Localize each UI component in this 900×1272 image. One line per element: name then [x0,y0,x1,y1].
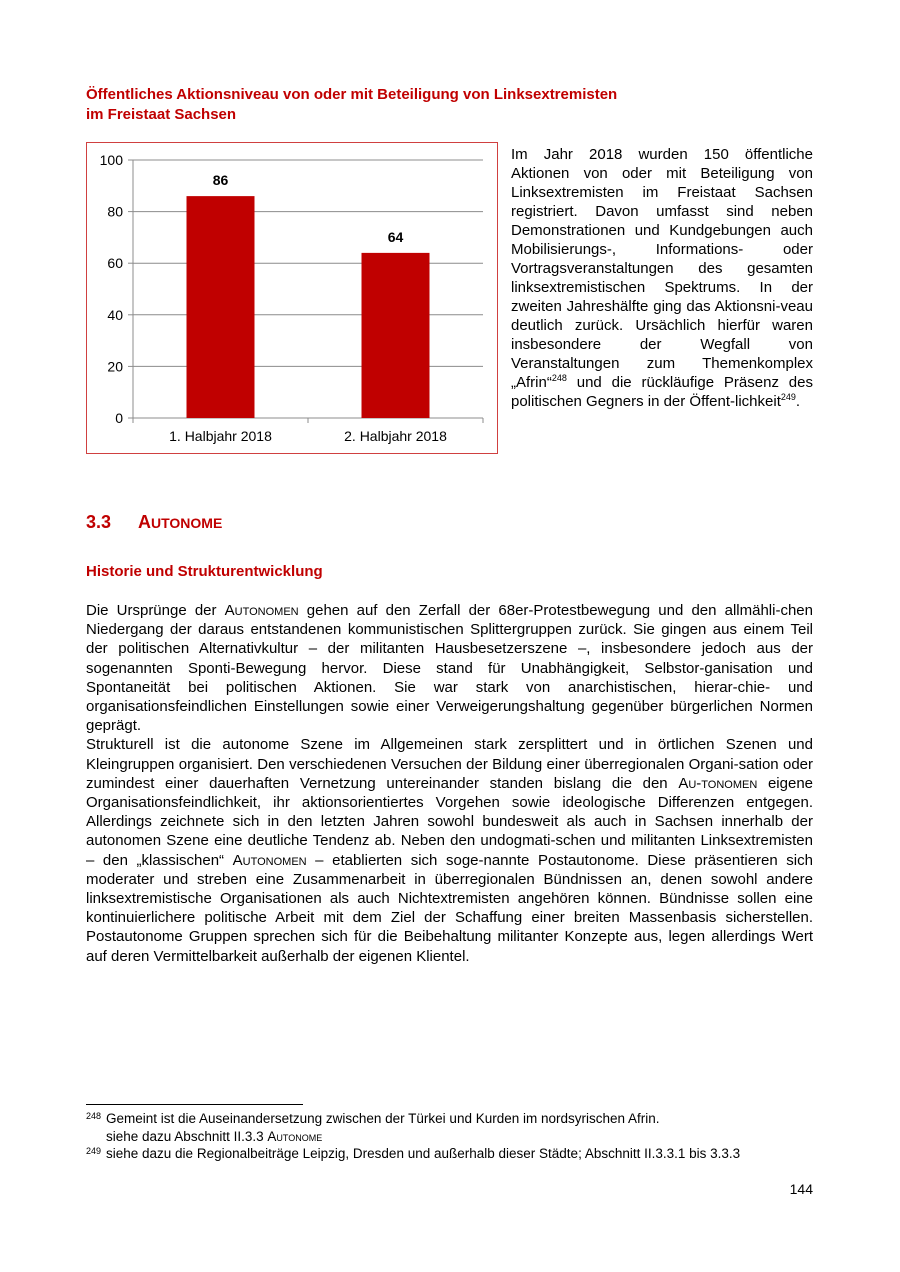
y-tick-label: 100 [99,152,123,168]
body-text [86,601,813,966]
bar-value-label: 86 [212,172,229,189]
section-title-initial: A [138,512,151,532]
footnote-divider [86,1104,303,1105]
bar-chart-svg [87,143,499,455]
y-tick-label: 0 [115,410,123,426]
chart-title-line-1: Öffentliches Aktionsniveau von oder mit Beteiligung von Linksextremisten [86,86,618,103]
paragraph-2 [86,735,813,965]
bar-chart [86,142,498,454]
x-category-label: 2. Halbjahr 2018 [344,428,447,444]
autonome-term: Autonome [267,1128,323,1144]
footnote-mark: 249 [86,1146,102,1156]
paragraph-1 [86,601,813,735]
chart-description-text-2: und die rückläufige Präsenz des politischen Gegners in der Öffent-lichkeit [511,374,813,410]
footnote-text: Gemeint ist die Auseinandersetzung zwischen der Türkei und Kurden im nordsyrischen Afrin. [106,1111,660,1126]
paragraph-2-text-3: – etablierten sich soge-nannte Postautonome. Diese präsentieren sich moderater und streben eine Zusammenarbeit in überregionalen Bündnissen an, denen sowohl andere linksextremistische Organisationen als auch Nichtextremisten angehören können. Bündnisse sollen eine kontinuierlichere politische Arbeit mit dem Ziel der Schaffung einer breiten Massenbasis sicherstellen. Postautonome Gruppen sprechen sich für die Beibehaltung militanter Konzepte aus, legen allerdings Wert auf deren Vermittelbarkeit außerhalb der eigenen Klientel. [86,851,813,965]
paragraph-1-text-2: gehen auf den Zerfall der 68er-Protestbewegung und den allmähli-chen Niedergang der daraus entstandenen kommunistischen Splittergruppen zurück. Sie gingen aus einem Teil der politischen Alternativkultur – der militanten Hausbesetzerszene –, insbesondere jedoch aus der sogenannten Sponti-Bewegung hervor. Diese stand für Unabhängigkeit, Selbstor-ganisation und Spontaneität bei politischen Aktionen. Sie war stark von anarchistischen, hierar-chie- und organisationsfeindlichen Einstellungen sowie einer Verweigerungshaltung gegenüber bürgerlichen Normen geprägt. [86,602,813,735]
paragraph-2-text-2: eigene Organisationsfeindlichkeit, ihr aktionsorientiertes Vorgehen sowie ideologische Differenzen entgegen. Allerdings zeichnete sich in den letzten Jahren sowohl bundesweit als auch in Sachsen innerhalb der autonomen Szene eine deutliche Tendenz ab. Neben den undogmati-schen und militanten Linksextremisten – den „klassischen“ [86,774,814,869]
footnotes [86,1110,813,1163]
autonomen-term: Autonomen [224,602,299,619]
x-category-label: 1. Halbjahr 2018 [169,428,272,444]
footnote-text-part: siehe dazu Abschnitt II.3.3 [106,1128,268,1144]
footnote-ref-249[interactable]: 249 [780,392,796,402]
chart-description-end: . [795,393,801,410]
y-tick-label: 20 [107,358,123,375]
bar [362,253,430,418]
subheading: Historie und Strukturentwicklung [86,563,323,580]
chart-description [511,145,813,411]
section-number: 3.3 [86,512,112,532]
section-heading [86,512,222,533]
footnote-mark: 248 [86,1111,102,1121]
page-number: 144 [789,1181,813,1197]
y-tick-label: 40 [107,306,123,323]
footnote-ref-248[interactable]: 248 [551,373,567,383]
bar-value-label: 64 [387,228,404,245]
bar [187,196,255,418]
footnote-text [106,1128,660,1146]
chart-description-text: Im Jahr 2018 wurden 150 öffentliche Aktionen von oder mit Beteiligung von Linksextremisten im Freistaat Sachsen registriert. Davon umfasst sind neben Demonstrationen und Kundgebungen auch Mobilisierungs-, Informations- oder Vortragsveranstaltungen des gesamten linksextremistischen Spektrums. In der zweiten Jahreshälfte ging das Aktionsni-veau deutlich zurück. Ursächlich hierfür waren insbesondere der Wegfall von Veranstaltungen zum Themenkomplex „Afrin“ [511,146,813,391]
footnote-249 [86,1145,813,1163]
chart-title [86,85,726,125]
paragraph-1-text: Die Ursprünge der [86,602,225,619]
y-tick-label: 60 [107,255,123,272]
autonomen-term: Au-tonomen [678,774,758,792]
section-title-rest: UTONOME [151,515,223,531]
paragraph-2-text: Strukturell ist die autonome Szene im Allgemeinen stark zersplittert und in örtlichen Szenen und Kleingruppen organisiert. Den verschiedenen Versuchen der Bildung einer überregionalen Organi-sation oder zumindest einer dauerhaften Vernetzung untereinander standen bislang die den [86,736,813,792]
footnote-body [106,1110,660,1145]
chart-title-line-2: im Freistaat Sachsen [86,106,237,123]
y-tick-label: 80 [107,203,123,220]
footnote-text: siehe dazu die Regionalbeiträge Leipzig, Dresden und außerhalb dieser Städte; Abschnitt II.3.3.1 bis 3.3.3 [106,1146,741,1161]
autonomen-term: Autonomen [232,851,307,869]
footnote-248 [86,1110,813,1145]
